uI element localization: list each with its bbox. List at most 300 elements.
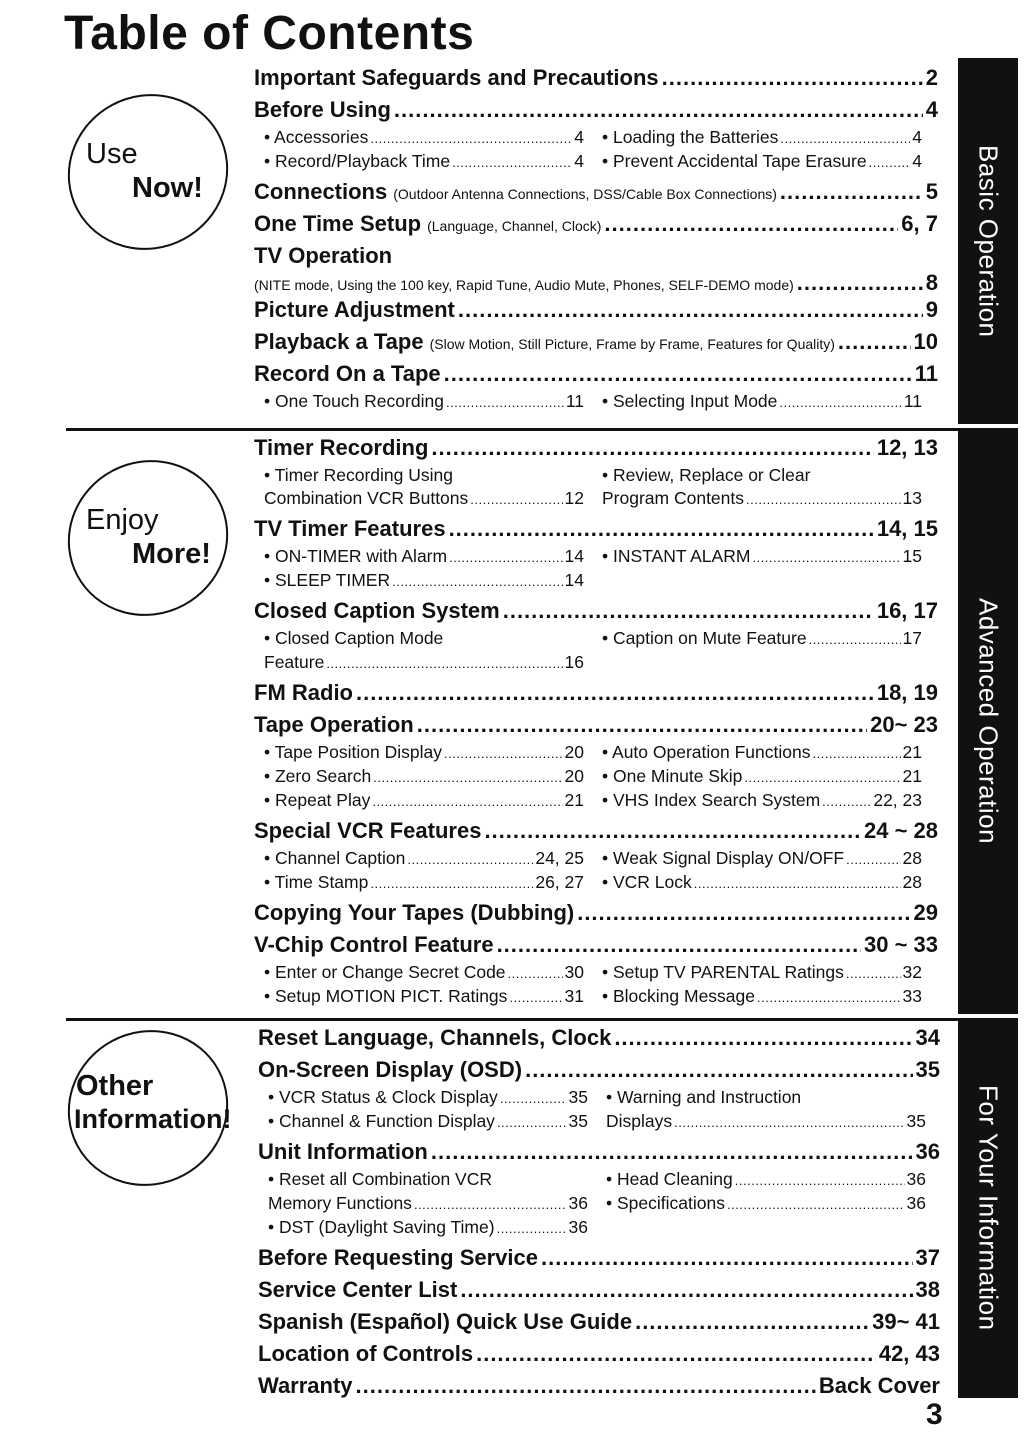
toc-entry-line[interactable] xyxy=(254,897,938,929)
toc-entry-title: Timer Recording xyxy=(254,435,429,460)
dot-leader xyxy=(779,391,901,414)
toc-sub-item xyxy=(602,651,922,675)
toc-sub-item-text: • Record/Playback Time xyxy=(264,151,451,171)
toc-sub-item-page: 26, 27 xyxy=(535,872,584,892)
toc-sub-item-page: 30 xyxy=(564,962,584,982)
dot-leader xyxy=(446,391,564,414)
dot-leader xyxy=(846,962,901,985)
dot-leader xyxy=(356,1370,816,1402)
toc-entry-line[interactable] xyxy=(254,94,938,126)
dot-leader xyxy=(458,294,923,326)
dot-leader xyxy=(444,358,912,390)
toc-entry-title: V-Chip Control Feature xyxy=(254,932,494,957)
badge-line-2: Now! xyxy=(132,172,203,204)
toc-entry-page: 2 xyxy=(925,65,938,90)
toc-sub-item-page: 36 xyxy=(906,1169,926,1189)
toc-sub-list xyxy=(264,390,938,414)
toc-sub-item[interactable] xyxy=(602,150,922,174)
toc-sub-item-page: 21 xyxy=(902,742,922,762)
toc-sub-item-page: 24, 25 xyxy=(535,848,584,868)
toc-sub-item-text: • ON-TIMER with Alarm xyxy=(264,546,448,566)
toc-entry-line[interactable] xyxy=(254,709,938,741)
toc-sub-item-text: Feature xyxy=(264,652,325,672)
toc-sub-item-page: 35 xyxy=(906,1111,926,1131)
toc-entry-line[interactable] xyxy=(254,815,938,847)
dot-leader xyxy=(484,815,861,847)
dot-leader xyxy=(500,1087,567,1110)
toc-sub-item-page: 4 xyxy=(574,127,584,147)
toc-sub-item[interactable] xyxy=(264,765,584,789)
toc-sub-item-page: 35 xyxy=(568,1111,588,1131)
dot-leader xyxy=(674,1111,904,1134)
toc-sub-item[interactable] xyxy=(264,985,584,1009)
dot-leader xyxy=(752,546,900,569)
toc-sub-item[interactable] xyxy=(264,464,584,487)
dot-leader xyxy=(838,326,911,358)
toc-entry[interactable] xyxy=(254,358,938,414)
toc-sub-item-text: • Weak Signal Display ON/OFF xyxy=(602,848,845,868)
toc-sub-item[interactable] xyxy=(264,545,584,569)
toc-sub-item-text: • INSTANT ALARM xyxy=(602,546,751,566)
toc-sub-item[interactable] xyxy=(606,1168,926,1192)
dot-leader xyxy=(431,1136,913,1168)
toc-sub-item-text: • Loading the Batteries xyxy=(602,127,779,147)
toc-sub-item-text: • VCR Status & Clock Display xyxy=(268,1087,498,1107)
toc-entry-line[interactable] xyxy=(254,176,938,208)
toc-entry-line[interactable] xyxy=(254,358,938,390)
toc-entry-line[interactable] xyxy=(258,1338,940,1370)
toc-sub-item[interactable] xyxy=(264,126,584,150)
toc-sub-item-text: • Channel & Function Display xyxy=(268,1111,495,1131)
toc-sub-item-page: 4 xyxy=(574,151,584,171)
dot-leader xyxy=(780,127,910,150)
toc-sub-item-page: 4 xyxy=(912,151,922,171)
toc-entry[interactable] xyxy=(258,1136,940,1240)
toc-entry[interactable] xyxy=(254,677,938,709)
toc-sub-list xyxy=(264,464,938,511)
toc-sub-item-page: 16 xyxy=(564,652,584,672)
toc-sub-item[interactable] xyxy=(264,390,584,414)
toc-sub-item[interactable] xyxy=(264,847,584,871)
toc-entry[interactable] xyxy=(258,1022,940,1054)
badge-line-1: Use xyxy=(86,138,138,170)
toc-entry[interactable] xyxy=(254,432,938,511)
toc-entry-title: Playback a Tape xyxy=(254,329,424,354)
toc-entry[interactable] xyxy=(254,929,938,1009)
section-badge xyxy=(66,88,236,256)
dot-leader xyxy=(356,677,874,709)
toc-sub-item-page: 35 xyxy=(568,1087,588,1107)
toc-sub-item[interactable] xyxy=(602,126,922,150)
toc-entry-line[interactable] xyxy=(254,929,938,961)
toc-entry-subnote: (NITE mode, Using the 100 key, Rapid Tune, Audio Mute, Phones, SELF-DEMO mode) xyxy=(254,277,794,293)
dot-leader xyxy=(614,1022,912,1054)
toc-sub-item[interactable] xyxy=(606,1192,926,1216)
dot-leader xyxy=(812,742,900,765)
toc-sub-item-text: • Prevent Accidental Tape Erasure xyxy=(602,151,867,171)
toc-sub-item-text: • Setup MOTION PICT. Ratings xyxy=(264,986,508,1006)
toc-sub-item[interactable] xyxy=(602,847,922,871)
toc-sub-item[interactable] xyxy=(602,741,922,765)
dot-leader xyxy=(407,848,533,871)
toc-sub-item xyxy=(602,569,922,593)
toc-entry-line[interactable] xyxy=(254,513,938,545)
toc-entry-title: One Time Setup xyxy=(254,211,422,236)
toc-entry-line[interactable] xyxy=(254,432,938,464)
toc-sub-item[interactable] xyxy=(268,1110,588,1134)
toc-sub-item-text: • One Touch Recording xyxy=(264,391,444,411)
toc-entry-line[interactable] xyxy=(254,294,938,326)
toc-entry-line[interactable] xyxy=(258,1022,940,1054)
dot-leader xyxy=(449,513,874,545)
toc-sub-item[interactable] xyxy=(264,871,584,895)
toc-entry[interactable] xyxy=(254,815,938,895)
toc-entry[interactable] xyxy=(254,897,938,929)
section-badge xyxy=(66,1024,236,1192)
toc-sub-item-text: • Reset all Combination VCR xyxy=(268,1169,492,1189)
toc-sub-item-text: • VHS Index Search System xyxy=(602,790,821,810)
toc-entry-page: 39~ 41 xyxy=(872,1309,940,1334)
dot-leader xyxy=(414,1193,567,1216)
toc-sub-item-page: 20 xyxy=(564,766,584,786)
toc-entry-page: 18, 19 xyxy=(876,680,938,705)
dot-leader xyxy=(509,986,562,1009)
toc-entry-note: (Outdoor Antenna Connections, DSS/Cable Box Connections) xyxy=(393,186,777,202)
toc-entry-page: 34 xyxy=(915,1025,940,1050)
toc-entry-page: 20~ 23 xyxy=(870,712,938,737)
toc-sub-item-page: 12 xyxy=(564,488,584,508)
toc-entry-page: 30 ~ 33 xyxy=(863,932,938,957)
dot-leader xyxy=(604,208,898,240)
toc-sub-item-text: • DST (Daylight Saving Time) xyxy=(268,1217,495,1237)
toc-sub-item[interactable] xyxy=(602,390,922,414)
badge-line-1: Other xyxy=(76,1070,154,1102)
toc-entry-title: Service Center List xyxy=(258,1277,458,1302)
toc-entry-line[interactable] xyxy=(254,208,938,240)
toc-sub-item[interactable] xyxy=(268,1168,588,1192)
toc-sub-item[interactable] xyxy=(264,150,584,174)
toc-entry[interactable] xyxy=(258,1274,940,1306)
toc-sub-item-page: 31 xyxy=(564,986,584,1006)
toc-sub-list xyxy=(268,1086,940,1134)
toc-sub-item-page: 13 xyxy=(902,488,922,508)
dot-leader xyxy=(497,929,861,961)
toc-sub-item-text: • Review, Replace or Clear xyxy=(602,465,811,485)
dot-leader xyxy=(449,546,562,569)
toc-entry-title: Important Safeguards and Precautions xyxy=(254,65,659,90)
toc-entry-note: (Language, Channel, Clock) xyxy=(427,218,602,234)
page-number: 3 xyxy=(926,1398,943,1431)
toc-sub-item[interactable] xyxy=(264,789,584,813)
dot-leader xyxy=(503,595,874,627)
dot-leader xyxy=(662,62,923,94)
dot-leader xyxy=(746,488,901,511)
badge-line-1: Enjoy xyxy=(86,504,159,536)
toc-entry-line[interactable] xyxy=(258,1054,940,1086)
toc-entry-title: Reset Language, Channels, Clock xyxy=(258,1025,612,1050)
toc-sub-item-text: • SLEEP TIMER xyxy=(264,570,391,590)
toc-entry[interactable] xyxy=(258,1242,940,1274)
toc-entry[interactable] xyxy=(258,1306,940,1338)
toc-entry-line[interactable] xyxy=(258,1242,940,1274)
toc-sub-item-text: Combination VCR Buttons xyxy=(264,488,469,508)
toc-entry-title: Before Using xyxy=(254,97,391,122)
toc-entry-page: 42, 43 xyxy=(878,1341,940,1366)
toc-sub-item-page: 11 xyxy=(565,391,584,411)
section-divider xyxy=(66,1018,958,1021)
toc-entry-title: On-Screen Display (OSD) xyxy=(258,1057,523,1082)
dot-leader xyxy=(694,872,901,895)
badge-line-2: More! xyxy=(132,538,211,570)
dot-leader xyxy=(780,176,923,208)
toc-entry-title: Connections xyxy=(254,179,388,204)
toc-sub-item-page: 20 xyxy=(564,742,584,762)
toc-entry-line[interactable] xyxy=(258,1136,940,1168)
toc-entry-line[interactable] xyxy=(254,326,938,358)
toc-sub-item-page: 21 xyxy=(902,766,922,786)
section-badge xyxy=(66,454,236,622)
dot-leader xyxy=(370,872,533,895)
dot-leader xyxy=(431,432,873,464)
toc-sub-item[interactable] xyxy=(606,1086,926,1110)
toc-entry-page: 38 xyxy=(915,1277,940,1302)
toc-sub-item-page: 11 xyxy=(903,391,922,411)
toc-entry[interactable] xyxy=(254,208,938,240)
badge-line-2: Information! xyxy=(74,1104,232,1134)
toc-entry-page: 10 xyxy=(913,329,938,354)
toc-entry-line[interactable] xyxy=(258,1306,940,1338)
toc-entry-title: Location of Controls xyxy=(258,1341,474,1366)
toc-sub-item-text: • Specifications xyxy=(606,1193,725,1213)
toc-entry-page: 29 xyxy=(913,900,938,925)
side-tab xyxy=(958,428,1018,1014)
toc-entries xyxy=(254,62,938,416)
side-tab xyxy=(958,58,1018,424)
dot-leader xyxy=(744,766,900,789)
toc-entry[interactable] xyxy=(254,294,938,326)
toc-entry-title: Warranty xyxy=(258,1373,353,1398)
dot-leader xyxy=(869,151,911,174)
toc-sub-item-text: • Head Cleaning xyxy=(606,1169,733,1189)
toc-entry-title: FM Radio xyxy=(254,680,353,705)
toc-sub-item[interactable] xyxy=(602,789,922,813)
toc-sub-item-page: 15 xyxy=(902,546,922,566)
toc-entry-page: 8 xyxy=(925,270,938,295)
dot-leader xyxy=(392,570,562,593)
dot-leader xyxy=(757,986,901,1009)
dot-leader xyxy=(372,790,562,813)
toc-entries xyxy=(258,1022,940,1402)
toc-sub-item-text: Memory Functions xyxy=(268,1193,412,1213)
toc-sub-list xyxy=(264,126,938,174)
dot-leader xyxy=(370,127,572,150)
toc-entry-page: 36 xyxy=(915,1139,940,1164)
toc-entry-line[interactable] xyxy=(258,1274,940,1306)
toc-entry[interactable] xyxy=(254,94,938,174)
toc-entry[interactable] xyxy=(254,595,938,675)
toc-sub-item[interactable] xyxy=(606,1110,926,1134)
dot-leader xyxy=(497,1111,567,1134)
toc-sub-list xyxy=(264,545,938,593)
toc-sub-item-text: • Accessories xyxy=(264,127,369,147)
toc-sub-item-text: • Warning and Instruction xyxy=(606,1087,802,1107)
toc-sub-item-text: Program Contents xyxy=(602,488,745,508)
toc-entries xyxy=(254,432,938,1011)
side-tab-label: For Your Information xyxy=(973,1085,1004,1331)
toc-sub-item[interactable] xyxy=(602,487,922,511)
toc-entry-page: 35 xyxy=(915,1057,940,1082)
dot-leader xyxy=(635,1306,869,1338)
toc-sub-item[interactable] xyxy=(264,569,584,593)
toc-sub-item[interactable] xyxy=(268,1086,588,1110)
toc-sub-item[interactable] xyxy=(264,651,584,675)
side-tab-label: Advanced Operation xyxy=(973,597,1004,845)
toc-sub-list xyxy=(264,627,938,675)
toc-sub-item-text: • Time Stamp xyxy=(264,872,369,892)
dot-leader xyxy=(444,742,563,765)
toc-entry-line[interactable] xyxy=(258,1370,940,1402)
toc-entry[interactable] xyxy=(258,1338,940,1370)
dot-leader xyxy=(460,1274,912,1306)
toc-sub-item[interactable] xyxy=(264,487,584,511)
toc-sub-list xyxy=(264,741,938,813)
toc-sub-item-text: • Closed Caption Mode xyxy=(264,628,444,648)
dot-leader xyxy=(508,962,563,985)
toc-entry[interactable] xyxy=(258,1370,940,1402)
dot-leader xyxy=(373,766,562,789)
toc-sub-item-text: • Blocking Message xyxy=(602,986,756,1006)
toc-sub-item[interactable] xyxy=(602,545,922,569)
toc-sub-list xyxy=(264,847,938,895)
toc-sub-item-page: 14 xyxy=(564,546,584,566)
toc-entry-title: Closed Caption System xyxy=(254,598,500,623)
toc-entry-page: 6, 7 xyxy=(901,211,938,236)
dot-leader xyxy=(525,1054,912,1086)
dot-leader xyxy=(797,272,923,294)
toc-sub-item[interactable] xyxy=(268,1192,588,1216)
side-tab xyxy=(958,1018,1018,1398)
toc-entry-title: Spanish (Español) Quick Use Guide xyxy=(258,1309,633,1334)
toc-entry-title: Before Requesting Service xyxy=(258,1245,538,1270)
toc-entry-line[interactable] xyxy=(254,677,938,709)
dot-leader xyxy=(846,848,900,871)
toc-sub-item[interactable] xyxy=(602,464,922,487)
toc-sub-list xyxy=(264,961,938,1009)
toc-sub-item[interactable] xyxy=(602,985,922,1009)
side-tab-label: Basic Operation xyxy=(973,144,1004,338)
dot-leader xyxy=(577,897,910,929)
page-title: Table of Contents xyxy=(64,7,475,60)
toc-sub-item-page: 28 xyxy=(902,872,922,892)
toc-entry-title: TV Operation xyxy=(254,243,393,268)
dot-leader xyxy=(417,709,867,741)
toc-sub-item-text: • Repeat Play xyxy=(264,790,371,810)
toc-sub-item[interactable] xyxy=(268,1216,588,1240)
section-divider xyxy=(66,428,958,431)
toc-entry[interactable] xyxy=(254,326,938,358)
toc-sub-item[interactable] xyxy=(602,871,922,895)
toc-sub-item-page: 14 xyxy=(564,570,584,590)
toc-sub-item-page: 36 xyxy=(906,1193,926,1213)
toc-sub-item-page: 17 xyxy=(902,628,922,648)
dot-leader xyxy=(541,1242,913,1274)
toc-sub-item[interactable] xyxy=(264,961,584,985)
toc-entry[interactable] xyxy=(258,1054,940,1134)
toc-entry-line[interactable] xyxy=(254,595,938,627)
dot-leader xyxy=(452,151,572,174)
toc-entry[interactable] xyxy=(254,513,938,593)
toc-entry[interactable] xyxy=(254,176,938,208)
dot-leader xyxy=(822,790,871,813)
toc-sub-item-text: • One Minute Skip xyxy=(602,766,743,786)
toc-entry-page: 12, 13 xyxy=(876,435,938,460)
toc-sub-item xyxy=(606,1216,926,1240)
dot-leader xyxy=(394,94,923,126)
dot-leader xyxy=(735,1169,905,1192)
toc-sub-item-text: • Setup TV PARENTAL Ratings xyxy=(602,962,844,982)
toc-sub-item-page: 36 xyxy=(568,1217,588,1237)
toc-sub-item-text: • Auto Operation Functions xyxy=(602,742,811,762)
toc-sub-item[interactable] xyxy=(602,961,922,985)
toc-sub-item[interactable] xyxy=(602,627,922,651)
toc-entry-title: Special VCR Features xyxy=(254,818,482,843)
toc-entry-title: Copying Your Tapes (Dubbing) xyxy=(254,900,575,925)
toc-entry-title: Tape Operation xyxy=(254,712,414,737)
toc-sub-item-text: Displays xyxy=(606,1111,673,1131)
toc-sub-item-text: • Zero Search xyxy=(264,766,372,786)
toc-entry-page: 16, 17 xyxy=(876,598,938,623)
toc-sub-item-text: • Timer Recording Using xyxy=(264,465,453,485)
toc-entry-title: TV Timer Features xyxy=(254,516,446,541)
toc-entry-title: Picture Adjustment xyxy=(254,297,455,322)
toc-entry[interactable] xyxy=(254,62,938,94)
toc-sub-item-page: 36 xyxy=(568,1193,588,1213)
toc-sub-item-text: • Tape Position Display xyxy=(264,742,442,762)
toc-entry-page: 4 xyxy=(925,97,938,122)
toc-entry-note: (Slow Motion, Still Picture, Frame by Frame, Features for Quality) xyxy=(429,336,835,352)
toc-sub-item[interactable] xyxy=(264,741,584,765)
toc-sub-list xyxy=(268,1168,940,1240)
toc-sub-item-text: • VCR Lock xyxy=(602,872,692,892)
toc-sub-item-text: • Enter or Change Secret Code xyxy=(264,962,506,982)
dot-leader xyxy=(809,628,901,651)
toc-entry-title: Record On a Tape xyxy=(254,361,441,386)
dot-leader xyxy=(326,652,562,675)
toc-entry-page: 14, 15 xyxy=(876,516,938,541)
toc-sub-item-page: 32 xyxy=(902,962,922,982)
toc-sub-item-page: 4 xyxy=(912,127,922,147)
toc-sub-item[interactable] xyxy=(602,765,922,789)
toc-entry-page: 5 xyxy=(925,179,938,204)
toc-entry-line[interactable] xyxy=(254,62,938,94)
dot-leader xyxy=(476,1338,876,1370)
toc-entry-page: Back Cover xyxy=(818,1373,940,1398)
toc-sub-item-page: 21 xyxy=(564,790,584,810)
dot-leader xyxy=(727,1193,905,1216)
toc-sub-item-page: 33 xyxy=(902,986,922,1006)
toc-entry[interactable] xyxy=(254,240,938,294)
toc-sub-item-text: • Channel Caption xyxy=(264,848,406,868)
toc-sub-item[interactable] xyxy=(264,627,584,651)
toc-entry[interactable] xyxy=(254,709,938,813)
toc-entry-title: Unit Information xyxy=(258,1139,428,1164)
toc-entry-page: 9 xyxy=(925,297,938,322)
toc-sub-item-page: 28 xyxy=(902,848,922,868)
toc-entry-page: 37 xyxy=(915,1245,940,1270)
toc-entry-line[interactable] xyxy=(254,240,938,272)
toc-entry-page: 24 ~ 28 xyxy=(863,818,938,843)
toc-sub-item-page: 22, 23 xyxy=(873,790,922,810)
